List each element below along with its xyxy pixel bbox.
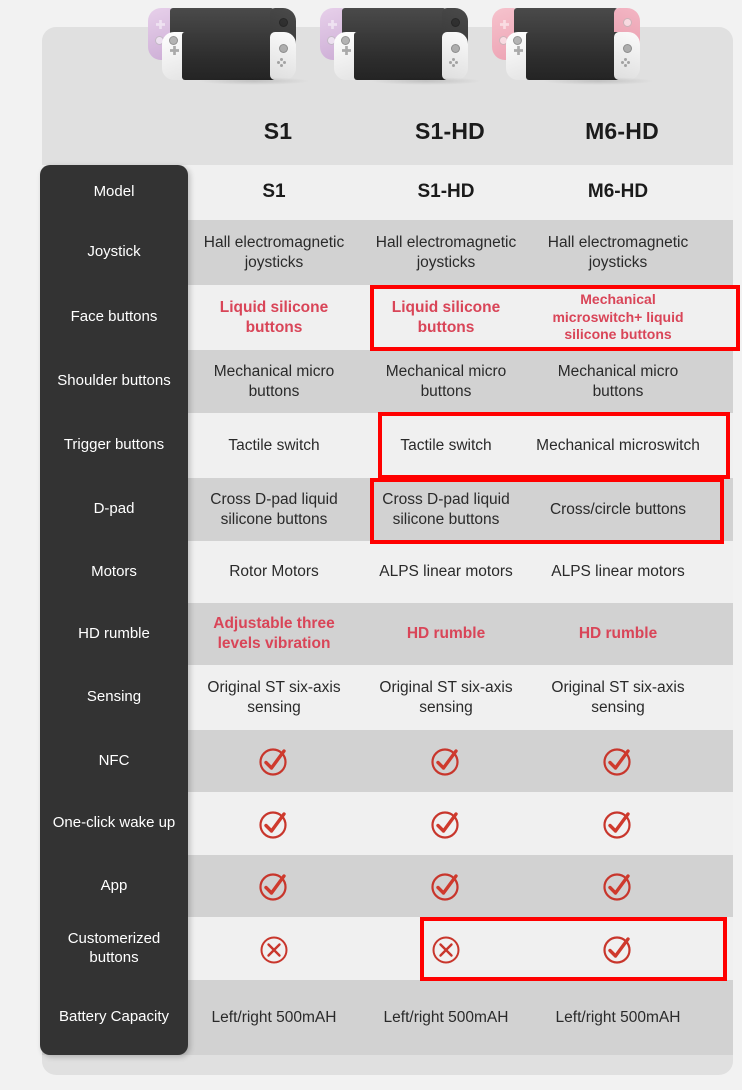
product-image-strip (42, 0, 733, 110)
table-cell: Left/right 500mAH (211, 1008, 337, 1026)
sidebar-row-label: One-click wake up (52, 814, 176, 832)
table-cell: Tactile switch (400, 436, 492, 454)
product-image-s1-hd (292, 0, 492, 105)
check-circle-icon (360, 807, 532, 841)
sidebar-row-label: Face buttons (70, 308, 158, 326)
table-cell: Original ST six-axis sensing (207, 678, 341, 716)
table-cell: Rotor Motors (229, 563, 319, 581)
check-circle-icon (188, 869, 360, 903)
table-cell: Mechanical micro buttons (213, 362, 335, 400)
table-cell: Mechanical micro buttons (557, 362, 679, 400)
sidebar-row-label: HD rumble (78, 624, 150, 642)
table-cell: HD rumble (406, 625, 486, 643)
check-circle-icon (188, 744, 360, 778)
check-circle-icon (532, 744, 704, 778)
table-cell: Cross/circle buttons (549, 500, 687, 518)
table-cell: Liquid silicone buttons (219, 298, 329, 336)
check-circle-icon (188, 807, 360, 841)
sidebar-row-label: Trigger buttons (63, 436, 165, 454)
sidebar-row-label: Battery Capacity (58, 1008, 170, 1026)
table-cell: Mechanical microswitch+ liquid silicone buttons (552, 290, 684, 343)
table-cell: M6-HD (587, 181, 649, 203)
product-image-s1 (120, 0, 320, 105)
table-cell: Original ST six-axis sensing (551, 678, 685, 716)
sidebar-row-label: Sensing (86, 688, 142, 706)
check-circle-icon (532, 869, 704, 903)
table-cell: Hall electromagnetic joysticks (375, 233, 517, 271)
table-cell: S1 (262, 181, 286, 203)
sidebar-row-label: D-pad (93, 500, 135, 518)
sidebar-row-label: Customerized buttons (67, 929, 161, 966)
product-image-m6-hd (464, 0, 664, 105)
row-label-sidebar (40, 165, 188, 1055)
sidebar-row-label: Shoulder buttons (57, 372, 171, 390)
table-cell: Liquid silicone buttons (391, 298, 501, 336)
table-cell: Original ST six-axis sensing (379, 678, 513, 716)
product-title-2: M6-HD (585, 118, 659, 144)
controller-front-white (334, 32, 468, 80)
table-cell: ALPS linear motors (379, 563, 513, 581)
table-cell: S1-HD (417, 181, 475, 203)
sidebar-row-label: NFC (98, 751, 130, 769)
sidebar-row-label: Motors (91, 562, 137, 580)
sidebar-row-label: App (100, 876, 128, 894)
cross-circle-icon (360, 932, 532, 966)
check-circle-icon (360, 744, 532, 778)
table-cell: Left/right 500mAH (383, 1008, 509, 1026)
table-cell: Mechanical micro buttons (385, 362, 507, 400)
table-cell: Adjustable three levels vibration (213, 615, 335, 652)
cross-circle-icon (188, 932, 360, 966)
table-cell: Hall electromagnetic joysticks (547, 233, 689, 271)
check-circle-icon (532, 932, 704, 966)
product-title-1: S1-HD (414, 118, 485, 144)
table-cell: HD rumble (578, 625, 658, 643)
check-circle-icon (360, 869, 532, 903)
table-cell: Mechanical microswitch (536, 436, 700, 454)
table-cell: Cross D-pad liquid silicone buttons (382, 490, 510, 528)
sidebar-row-label: Model (93, 183, 135, 201)
controller-front-white (506, 32, 640, 80)
product-title-0: S1 (263, 118, 293, 144)
table-cell: Tactile switch (228, 436, 320, 454)
product-header (42, 118, 733, 162)
table-cell: Cross D-pad liquid silicone buttons (210, 490, 338, 528)
table-cell: Left/right 500mAH (555, 1008, 681, 1026)
controller-front-white (162, 32, 296, 80)
sidebar-row-label: Joystick (87, 243, 141, 261)
table-cell: Hall electromagnetic joysticks (203, 233, 345, 271)
check-circle-icon (532, 807, 704, 841)
table-cell: ALPS linear motors (551, 563, 685, 581)
